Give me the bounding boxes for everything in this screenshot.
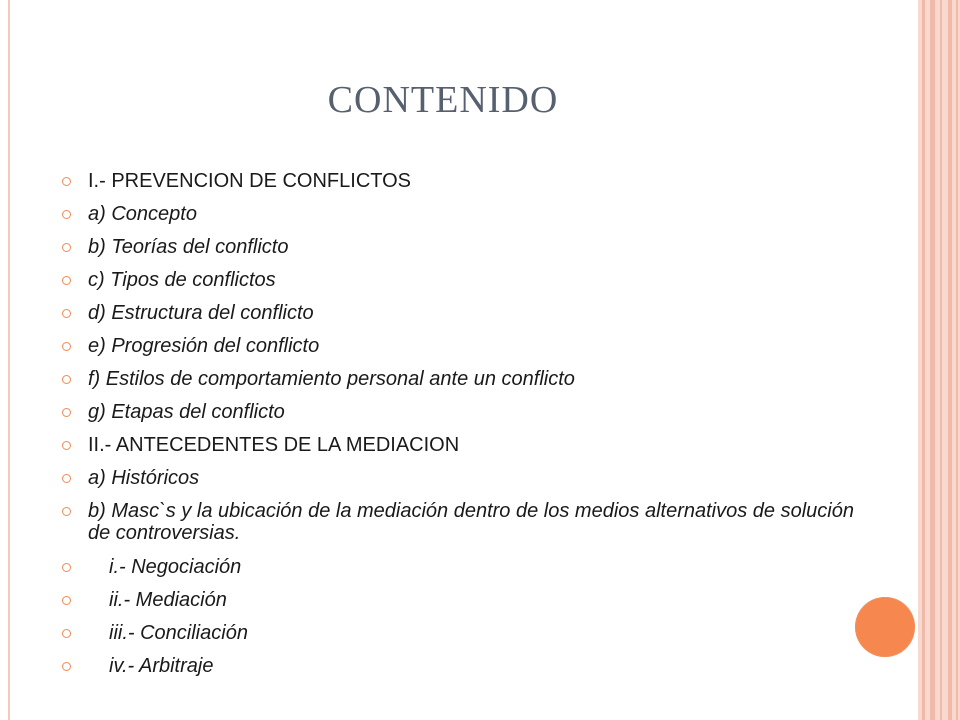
bullet-circle-icon: [62, 629, 71, 638]
list-item: [62, 589, 862, 611]
bullet-circle-icon: [62, 596, 71, 605]
decorative-stripe: [940, 0, 942, 720]
bullet-circle-icon: [62, 474, 71, 483]
bullet-circle-icon: [62, 441, 71, 450]
list-item: [62, 302, 862, 324]
list-item-text: iv.- Arbitraje: [109, 655, 214, 677]
list-item: [62, 236, 862, 258]
decorative-orange-circle: [855, 597, 915, 657]
list-item-text: iii.- Conciliación: [109, 622, 248, 644]
decorative-stripe: [930, 0, 935, 720]
list-item: [62, 335, 862, 357]
list-item: [62, 203, 862, 225]
list-item-text: ii.- Mediación: [109, 589, 227, 611]
list-item-text: f) Estilos de comportamiento personal ante un conflicto: [88, 368, 575, 390]
list-item: [62, 170, 862, 192]
list-item-text: d) Estructura del conflicto: [88, 302, 314, 324]
decorative-stripe: [922, 0, 925, 720]
content-list: [62, 170, 862, 688]
list-item-text: e) Progresión del conflicto: [88, 335, 320, 357]
list-item-text: i.- Negociación: [109, 556, 242, 578]
list-item: [62, 556, 862, 578]
bullet-circle-icon: [62, 375, 71, 384]
list-item: [62, 500, 862, 544]
list-item: [62, 655, 862, 677]
list-item-text: c) Tipos de conflictos: [88, 269, 276, 291]
list-item: [62, 401, 862, 423]
list-item-text: I.- PREVENCION DE CONFLICTOS: [88, 170, 412, 192]
bullet-circle-icon: [62, 563, 71, 572]
bullet-circle-icon: [62, 342, 71, 351]
bullet-circle-icon: [62, 662, 71, 671]
list-item-text: g) Etapas del conflicto: [88, 401, 285, 423]
bullet-circle-icon: [62, 177, 71, 186]
list-item: [62, 434, 862, 456]
bullet-circle-icon: [62, 507, 71, 516]
list-item: [62, 467, 862, 489]
decorative-stripe: [948, 0, 952, 720]
list-item: [62, 368, 862, 390]
bullet-circle-icon: [62, 276, 71, 285]
list-item-text: II.- ANTECEDENTES DE LA MEDIACION: [88, 434, 460, 456]
bullet-circle-icon: [62, 408, 71, 417]
list-item: [62, 622, 862, 644]
list-item-text: b) Masc`s y la ubicación de la mediación dentro de los medios alternativos de solución de controversias.: [88, 500, 854, 544]
decorative-stripe-panel: [918, 0, 960, 720]
list-item-text: b) Teorías del conflicto: [88, 236, 289, 258]
decorative-stripe: [956, 0, 958, 720]
list-item-text: a) Históricos: [88, 467, 200, 489]
slide-title: CONTENIDO: [327, 79, 559, 121]
bullet-circle-icon: [62, 243, 71, 252]
list-item-text: a) Concepto: [88, 203, 197, 225]
bullet-circle-icon: [62, 210, 71, 219]
list-item: [62, 269, 862, 291]
bullet-circle-icon: [62, 309, 71, 318]
